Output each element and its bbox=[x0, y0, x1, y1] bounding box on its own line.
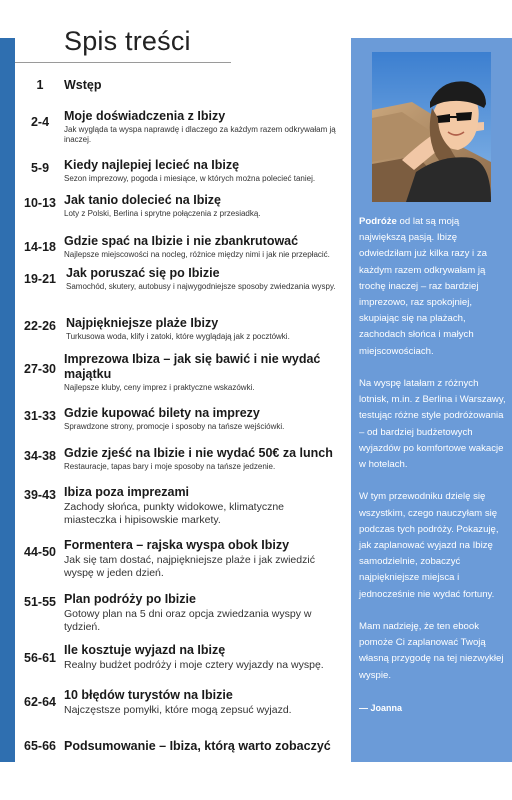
toc-title: Jak tanio dolecieć na Ibizę bbox=[64, 193, 222, 207]
toc-description: Najczęstsze pomyłki, które mogą zepsuć wyjazd. bbox=[64, 704, 292, 716]
toc-description: Najlepsze kluby, ceny imprez i praktyczne wskazówki. bbox=[64, 383, 255, 392]
toc-page-range: 22-26 bbox=[24, 319, 56, 333]
toc-description: Gotowy plan na 5 dni oraz opcja zwiedzania wyspy w tydzień. bbox=[64, 608, 312, 633]
toc-page-range: 5-9 bbox=[30, 161, 50, 175]
toc-title: Formentera – rajska wyspa obok Ibizy bbox=[64, 538, 290, 552]
toc-page-range: 34-38 bbox=[24, 449, 56, 463]
toc-page-range: 2-4 bbox=[30, 115, 50, 129]
toc-title: Jak poruszać się po Ibizie bbox=[66, 266, 220, 280]
bio-paragraph-3: W tym przewodniku dzielę się wszystkim, czego nauczyłam się podczas tych podróży. Pokazuję, jak zaplanować wyjazd na Ibizę samodzielnie, zobaczyć najpiękniejsze miejsca i jednocześnie nie wydać fortuny. bbox=[359, 491, 499, 600]
bio-lead-word: Podróże bbox=[359, 216, 397, 227]
toc-title: Gdzie kupować bilety na imprezy bbox=[64, 406, 260, 420]
toc-page-range: 19-21 bbox=[24, 272, 56, 286]
toc-description: Restauracje, tapas bary i moje sposoby na tańsze jedzenie. bbox=[64, 462, 276, 471]
toc-title: Ile kosztuje wyjazd na Ibizę bbox=[64, 643, 226, 657]
bio-intro-text: od lat są moją największą pasją. Ibizę odwiedziłam już kilka razy i za każdym razem odkrywałam ją trochę inaczej – raz bardziej imprezowo, raz spokojniej, skupiając się na plażach, zachodach słońca i małych miejscowościach. bbox=[359, 216, 487, 357]
author-photo-illustration bbox=[372, 52, 491, 202]
toc-page-range: 51-55 bbox=[24, 595, 56, 609]
toc-page-range: 14-18 bbox=[24, 240, 56, 254]
toc-title: Wstęp bbox=[64, 78, 102, 92]
bio-paragraph-4: Mam nadzieję, że ten ebook pomoże Ci zaplanować Twoją własną przygodę na tej niezwykłej wyspie. bbox=[359, 621, 504, 681]
toc-page-range: 27-30 bbox=[24, 362, 56, 376]
toc-description: Turkusowa woda, klify i zatoki, które wyglądają jak z pocztówki. bbox=[66, 332, 290, 341]
page-title: Spis treści bbox=[64, 26, 191, 56]
bio-paragraph-2: Na wyspę latałam z różnych lotnisk, m.in. z Berlina i Warszawy, testując różne style podróżowania – od bardziej budżetowych wyjazdów po komfortowe wakacje w hotelach. bbox=[359, 378, 506, 471]
toc-page-range: 31-33 bbox=[24, 409, 56, 423]
toc-title: Imprezowa Ibiza – jak się bawić i nie wydać majątku bbox=[64, 352, 321, 381]
toc-page-range: 65-66 bbox=[24, 739, 56, 753]
author-signature: — Joanna bbox=[359, 703, 403, 714]
toc-title: 10 błędów turystów na Ibizie bbox=[64, 688, 233, 702]
toc-title: Moje doświadczenia z Ibizy bbox=[64, 109, 226, 123]
toc-page-range: 62-64 bbox=[24, 695, 56, 709]
toc-description: Sezon imprezowy, pogoda i miesiące, w których można polecieć taniej. bbox=[64, 174, 316, 183]
toc-description: Samochód, skutery, autobusy i najwygodniejsze sposoby zwiedzania wyspy. bbox=[66, 282, 336, 291]
toc-title: Gdzie spać na Ibizie i nie zbankrutować bbox=[64, 234, 299, 248]
toc-description: Zachody słońca, punkty widokowe, klimatyczne miasteczka i hipisowskie markety. bbox=[64, 501, 285, 526]
toc-description: Realny budżet podróży i moje cztery wyjazdy na wyspę. bbox=[64, 659, 324, 671]
toc-description: Jak wygląda ta wyspa naprawdę i dlaczego za każdym razem odkrywałam ją inaczej. bbox=[64, 125, 336, 144]
toc-page-range: 39-43 bbox=[24, 488, 56, 502]
toc-title: Najpiękniejsze plaże Ibizy bbox=[66, 316, 219, 330]
title-divider bbox=[15, 62, 231, 63]
toc-description: Sprawdzone strony, promocje i sposoby na tańsze wejściówki. bbox=[64, 422, 285, 431]
toc-title: Kiedy najlepiej lecieć na Ibizę bbox=[64, 158, 240, 172]
toc-title: Gdzie zjeść na Ibizie i nie wydać 50€ za lunch bbox=[64, 446, 333, 460]
toc-title: Podsumowanie – Ibiza, którą warto zobaczyć bbox=[64, 739, 331, 753]
toc-description: Najlepsze miejscowości na nocleg, różnice między nimi i jak nie przepłacić. bbox=[64, 250, 330, 259]
author-bio bbox=[359, 214, 507, 732]
toc-page-range: 56-61 bbox=[24, 651, 56, 665]
toc-description: Jak się tam dostać, najpiękniejsze plaże i jak zwiedzić wyspę w jeden dzień. bbox=[64, 554, 315, 579]
author-photo bbox=[372, 52, 491, 202]
toc-title: Plan podróży po Ibizie bbox=[64, 592, 196, 606]
toc-page-range: 1 bbox=[36, 78, 44, 92]
toc-page-range: 10-13 bbox=[24, 196, 56, 210]
bio-paragraph-1 bbox=[359, 214, 507, 360]
toc-page-range: 44-50 bbox=[24, 545, 56, 559]
toc-description: Loty z Polski, Berlina i sprytne połączenia z przesiadką. bbox=[64, 209, 261, 218]
left-accent-bar bbox=[0, 38, 15, 762]
toc-title: Ibiza poza imprezami bbox=[64, 485, 190, 499]
